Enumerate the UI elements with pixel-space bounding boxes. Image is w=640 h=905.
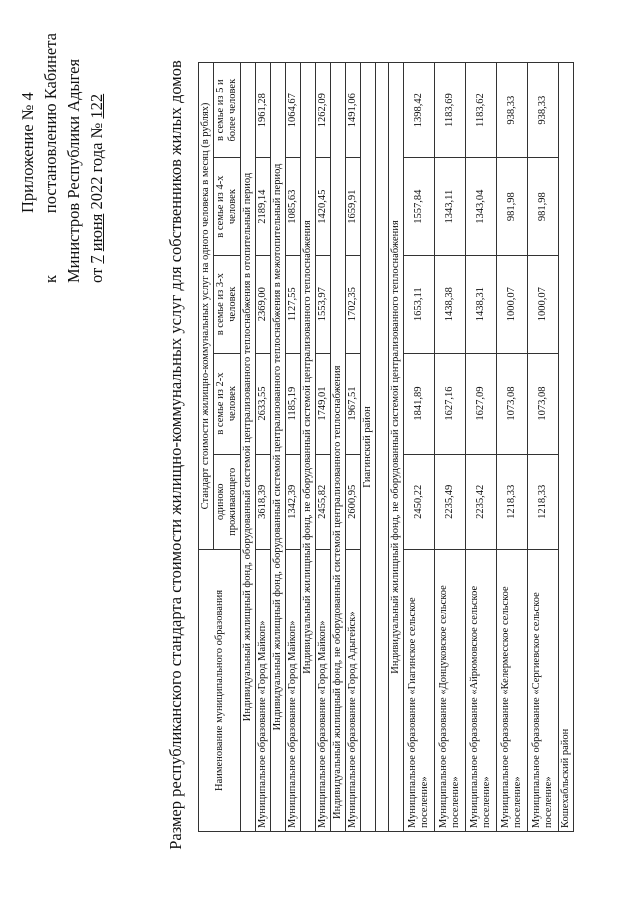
section-row [271, 63, 286, 832]
value-family-4: 981,98 [497, 158, 528, 256]
date-day: 7 [87, 255, 106, 264]
date-month: июня [87, 213, 106, 252]
value-family-3: 1000,07 [528, 255, 559, 353]
table-row [256, 63, 271, 832]
value-family-4: 981,98 [528, 158, 559, 256]
value-family-5: 1183,62 [466, 63, 497, 158]
value-family-4: 1085,63 [286, 158, 301, 256]
value-family-3: 1438,38 [435, 255, 466, 353]
section-label: Индивидуальный жилищный фонд, не оборудованный системой централизованного теплоснабжения [331, 63, 346, 832]
value-family-5: 1398,42 [404, 63, 435, 158]
value-family-4: 1343,04 [466, 158, 497, 256]
municipality-name: Муниципальное образование «Гиагинское сельское поселение» [404, 549, 435, 831]
appendix-title: Приложение № 4 [18, 92, 37, 213]
value-family-3: 1653,11 [404, 255, 435, 353]
blank-cell [376, 63, 389, 832]
section-label: Индивидуальный жилищный фонд, не оборудованный системой централизованного теплоснабжения [389, 63, 404, 832]
value-family-4: 1659,91 [346, 158, 361, 256]
table-row [286, 63, 301, 832]
table-row [404, 63, 435, 832]
standards-table [198, 62, 574, 832]
value-single: 1218,33 [528, 454, 559, 549]
value-family-4: 2189,14 [256, 158, 271, 256]
value-family-2: 1749,01 [316, 353, 331, 454]
municipality-name: Муниципальное образование «Айрюмовское сельское поселение» [466, 549, 497, 831]
section-label: Индивидуальный жилищный фонд, оборудованный системой централизованного теплоснабжения в отопительный период [241, 63, 256, 832]
value-family-2: 1073,08 [528, 353, 559, 454]
value-family-4: 1420,45 [316, 158, 331, 256]
value-family-2: 1967,51 [346, 353, 361, 454]
value-family-5: 1491,06 [346, 63, 361, 158]
value-single: 2455,82 [316, 454, 331, 549]
table-row [528, 63, 559, 832]
municipality-name: Муниципальное образование «Город Майкоп» [286, 549, 301, 831]
municipality-name: Муниципальное образование «Келермесское сельское поселение» [497, 549, 528, 831]
section-label: Индивидуальный жилищный фонд, оборудованный системой централизованного теплоснабжения в межотопительный период [271, 63, 286, 832]
municipality-name: Муниципальное образование «Донцуковское сельское поселение» [435, 549, 466, 831]
value-family-3: 1127,55 [286, 255, 301, 353]
blank-row [376, 63, 389, 832]
appendix-date-line [85, 33, 108, 283]
value-single: 2235,49 [435, 454, 466, 549]
header-family-5: в семье из 5 и более человек [214, 63, 241, 158]
document-title: Размер республиканского стандарта стоимости жилищно-коммунальных услуг для собственников жилых домов [166, 60, 185, 850]
value-family-2: 1073,08 [497, 353, 528, 454]
value-family-5: 1262,09 [316, 63, 331, 158]
table-row [346, 63, 361, 832]
value-single: 1342,39 [286, 454, 301, 549]
table-row [316, 63, 331, 832]
value-single: 2235,42 [466, 454, 497, 549]
region-label: Гиагинский район [361, 63, 376, 832]
value-family-5: 1183,69 [435, 63, 466, 158]
header-row [199, 63, 214, 832]
section-row [301, 63, 316, 832]
value-family-5: 938,33 [497, 63, 528, 158]
header-family-4: в семье из 4-х человек [214, 158, 241, 256]
value-family-2: 1185,19 [286, 353, 301, 454]
value-family-2: 2633,55 [256, 353, 271, 454]
table-row [435, 63, 466, 832]
appendix-block [16, 33, 108, 283]
appendix-resolution: постановлению Кабинета [41, 33, 60, 214]
value-family-2: 1627,16 [435, 353, 466, 454]
value-family-3: 1438,31 [466, 255, 497, 353]
value-family-3: 2369,00 [256, 255, 271, 353]
municipality-name: Муниципальное образование «Сергиевское сельское поселение» [528, 549, 559, 831]
header-family-2: в семье из 2-х человек [214, 353, 241, 454]
value-family-2: 1627,09 [466, 353, 497, 454]
appendix-ministers: Министров Республики Адыгея [64, 58, 83, 283]
value-single: 2600,95 [346, 454, 361, 549]
header-single: одиноко проживающего [214, 454, 241, 549]
doc-number: 122 [87, 93, 106, 119]
section-row [331, 63, 346, 832]
municipality-name: Муниципальное образование «Город Майкоп» [316, 549, 331, 831]
table-row [497, 63, 528, 832]
section-row [389, 63, 404, 832]
header-municipality: Наименование муниципального образования [199, 549, 241, 831]
value-family-5: 1064,67 [286, 63, 301, 158]
value-family-3: 1702,35 [346, 255, 361, 353]
value-family-4: 1343,11 [435, 158, 466, 256]
header-family-3: в семье из 3-х человек [214, 255, 241, 353]
section-row [241, 63, 256, 832]
date-year: 2022 года № [87, 122, 106, 210]
value-family-5: 938,33 [528, 63, 559, 158]
table-row [466, 63, 497, 832]
municipality-name: Муниципальное образование «Город Майкоп» [256, 549, 271, 831]
section-label: Индивидуальный жилищный фонд, не оборудованный системой централизованного теплоснабжения [301, 63, 316, 832]
value-single: 1218,33 [497, 454, 528, 549]
region-row [361, 63, 376, 832]
value-family-3: 1553,97 [316, 255, 331, 353]
municipality-name: Муниципальное образование «Город Адыгейск» [346, 549, 361, 831]
region-label: Кошехабльский район [559, 63, 574, 832]
header-standard-group: Стандарт стоимости жилищно-коммунальных услуг на одного человека в месяц (в рублях) [199, 63, 214, 550]
appendix-line2 [39, 33, 62, 283]
appendix-prefix-k: к [41, 274, 60, 283]
value-family-2: 1841,89 [404, 353, 435, 454]
value-family-5: 1961,28 [256, 63, 271, 158]
value-single: 3618,39 [256, 454, 271, 549]
appendix-prefix-ot: от [87, 267, 106, 283]
value-family-3: 1000,07 [497, 255, 528, 353]
region-row [559, 63, 574, 832]
value-family-4: 1557,84 [404, 158, 435, 256]
value-single: 2450,22 [404, 454, 435, 549]
